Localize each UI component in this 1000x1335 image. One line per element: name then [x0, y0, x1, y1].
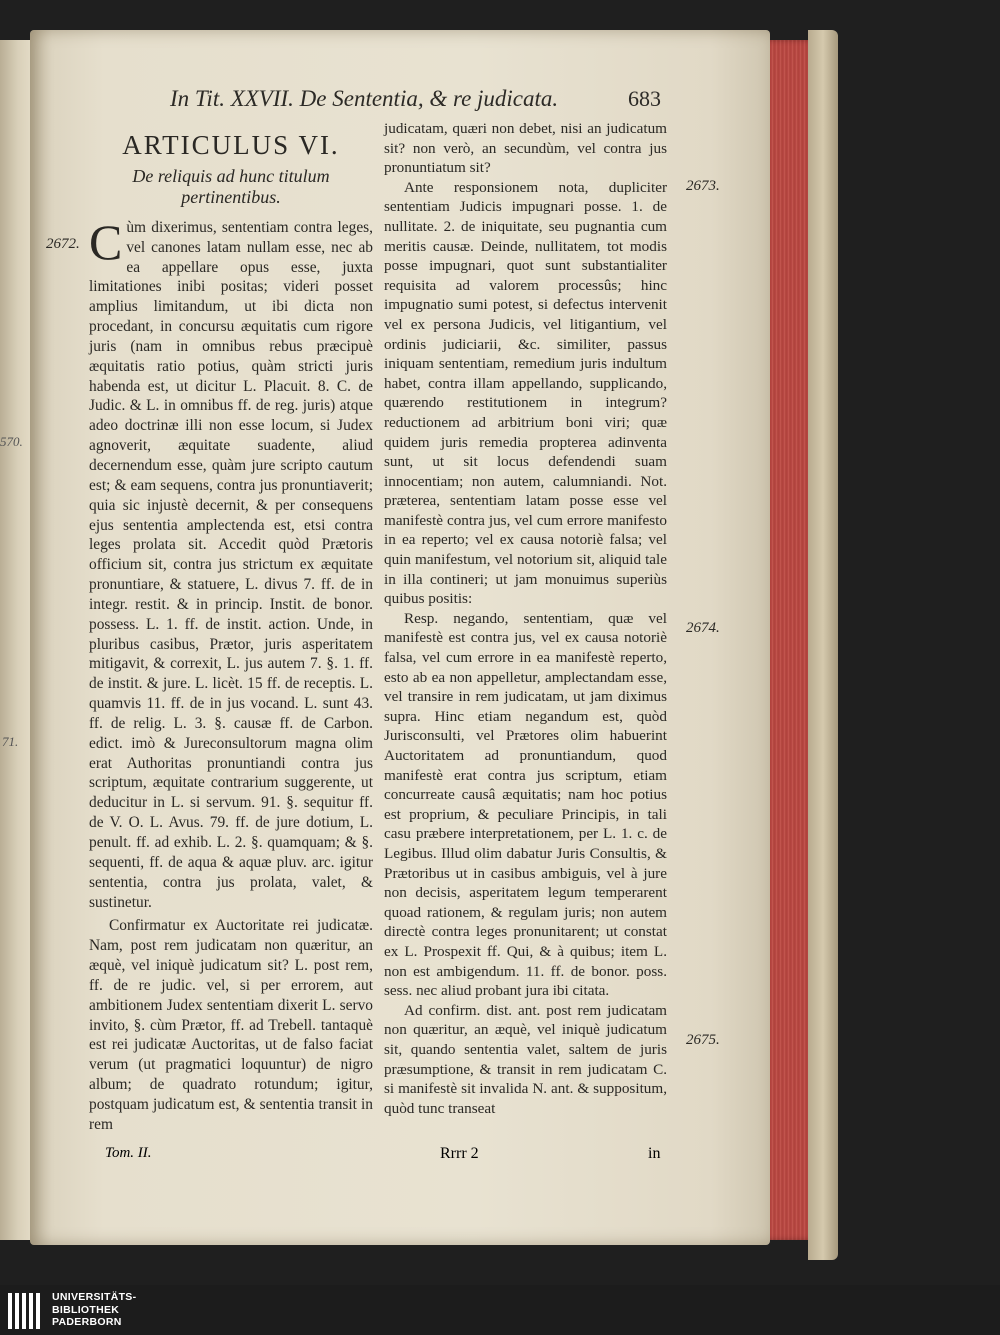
left-strip-number: 570.: [0, 434, 23, 449]
footer-signature: Rrrr 2: [440, 1145, 479, 1162]
library-logo-bar: [0, 1285, 1000, 1335]
left-strip-number-2: 71.: [2, 734, 19, 749]
right-paragraph-3: Ad confirm. dist. ant. post rem judicatam non quæritur, an æquè, vel iniquè judicatum sit, quando sententia valet, saltem de juris præsumptione, & transit in rem judicatam C. si manifestè sit invalida N. ant. & suppositum, quòd tunc transeat: [384, 1001, 667, 1117]
book-cover-board: [808, 30, 838, 1260]
running-head: In Tit. XXVII. De Sententia, & re judicata.: [170, 86, 559, 111]
right-paragraph-2: Resp. negando, sententiam, quæ vel manifestè est contra jus, vel ex causa notoriè falsa, vel cum errore in ea manifestè reperto, esto ab ea non appelletur, amplectandam esse, vel transire in rem judicatam, ut jam diximus supra. Hinc etiam negandum est, quòd Jurisconsulti, vel Prætores olim habuerint Auctoritatem ad pronuntiandum, quod manifestè erat contra jus scriptum, etiam concurreate causâ æquitatis; nam hoc potius est proprium, & peculiare Principis, in tali casu præbere interpretationem, per L. 1. c. de Legibus. Illud olim dabatur Juris Consultis, & Prætoribus ut in casibus ambiguis, vel à jure non decisis, asperitatem legum temperarent quoad rationem, & regulam juris; non autem directè contra leges pronunitarent; ut constat ex L. Prospexit ff. Qui, & à quibus; item L. non est ambigendum. 11. ff. de bonor. poss. sess. nec aliud probant jura ibi citata.: [384, 609, 667, 1000]
left-text-column: [89, 130, 373, 1135]
margin-number-2672: 2672.: [46, 236, 80, 252]
logo-line-1: UNIVERSITÄTS-: [52, 1291, 137, 1303]
right-paragraph-0: judicatam, quæri non debet, nisi an judicatum sit? non verò, an secundùm, vel contra jus pronuntiatum sit?: [384, 120, 667, 177]
left-paragraph-1-text: ùm dixerimus, sententiam contra leges, vel canones latam nullam esse, nec ab ea appellare opus esse, juxta limitationes inibi positas; videri posset amplius limitandum, ut ibi dicta non procedant, in concursu æquitatis cum rigore juris (nam in omnibus rebus præcipuè æquitatis ratio potius, quàm stricti juris habenda est, ut dicitur L. Placuit. 8. C. de Judic. & L. in omnibus ff. de reg. juris) atque adeo doctrinæ illi non esse locum, si Judex agnoverit, æquitate suadente, aliud decernendum esse, quàm jure scripto cautum est; & eam sequens, contra jus pronuntiaverit; quia sic injustè decernit, & per consequens ejus sententia amplectenda est, etsi contra leges prolata sit. Accedit quòd Prætoris officium sit, contra jus strictum ex æquitate pronuntiare, & statuere, L. divus 7. ff. de in integr. restit. & in princip. Instit. de bonor. possess. L. 1. ff. de instit. action. Unde, in pluribus casibus, Prætor, juris asperitatem mitigavit, & correxit, L. jus autem 7. §. 1. ff. de instit. & jure. L. licèt. 15 ff. de receptis. L. quamvis 11. ff. de in jus vocand. L. sunt 43. ff. de relig. L. 3. §. causæ ff. de Carbon. edict. imò & Jureconsultorum magna olim erat Authoritas pronuntiandi contra jus scriptum, æquitate contrarium suggerente, ut deducitur in L. si servum. 91. §. sequitur ff. de V. O. L. Avus. 79. ff. de jure dotium, L. penult. ff. ad exhib. L. 2. §. quamquam; & §. sequenti, ff. de aqua & aquæ pluv. arc. igitur sententia, contra jus prolata, valet, & sustinetur.: [89, 218, 373, 911]
footer-catchword: in: [648, 1145, 661, 1162]
left-paragraph-1: [89, 213, 373, 913]
margin-number-2673: 2673.: [686, 178, 720, 194]
logo-line-2: BIBLIOTHEK: [52, 1303, 120, 1316]
library-logo-icon: [6, 1291, 44, 1331]
article-subheading: De reliquis ad hunc titulum pertinentibus.: [132, 165, 330, 207]
drop-cap: C: [89, 213, 123, 270]
right-text-column: [384, 119, 667, 1118]
margin-number-2674: 2674.: [686, 620, 720, 636]
logo-line-3: PADERBORN: [52, 1316, 122, 1328]
right-paragraph-1: Ante responsionem nota, dupliciter sententiam Judicis impugnari posse. 1. de nullitate. 2. de iniquitate, seu pugnantia cum meritis causæ. Deinde, nullitatem, tot modis posse impugnari, quot sunt substantialiter requisita ad valorem processûs; hinc impugnatio sumi potest, si defectus intervenit vel ex persona Judicis, vel litigantium, vel ordinis judiciarii, &c. similiter, passus iniquam sententiam, remedium juris indultum habet, contra illam appellando, supplicando, quærendo restitutionem in integrum? reductionem ad arbitrium boni viri; quæ quidem juris remedia propterea adinventa sunt, ut sit locus defendendi suam innocentiam; non autem, calumniandi. Not. præterea, sententiam latam posse esse vel manifestè contra jus, vel cum errore manifesto in ea reperto; vel ex causa notoriè falsa; vel quin manifestum, vel notorium sit, aliquid tale in illa contineri; ut jam monuimus superiùs quibus positis:: [384, 178, 667, 608]
library-logo-text: [52, 1291, 136, 1329]
footer-volume: Tom. II.: [105, 1145, 152, 1161]
margin-number-2675: 2675.: [686, 1032, 720, 1048]
left-margin-strip: [0, 60, 22, 1220]
left-paragraph-2: Confirmatur ex Auctoritate rei judicatæ. Nam, post rem judicatam non quæritur, an æquè, vel iniquè judicatum sit? L. post rem, ff. de re judic. vel, si per errorem, aut ambitionem Judex sententiam dixerit L. servo invito, §. cùm Prætor, ff. ad Trebell. tantaquè est rei judicatæ Auctoritas, ut de falso faciat verum (ut pragmatici loquuntur) de nigro album; de quadrato rotundum; igitur, postquam judicatum est, & sententia transit in rem: [89, 917, 373, 1133]
page-number: 683: [628, 86, 661, 111]
article-heading: ARTICULUS VI.: [122, 130, 340, 160]
